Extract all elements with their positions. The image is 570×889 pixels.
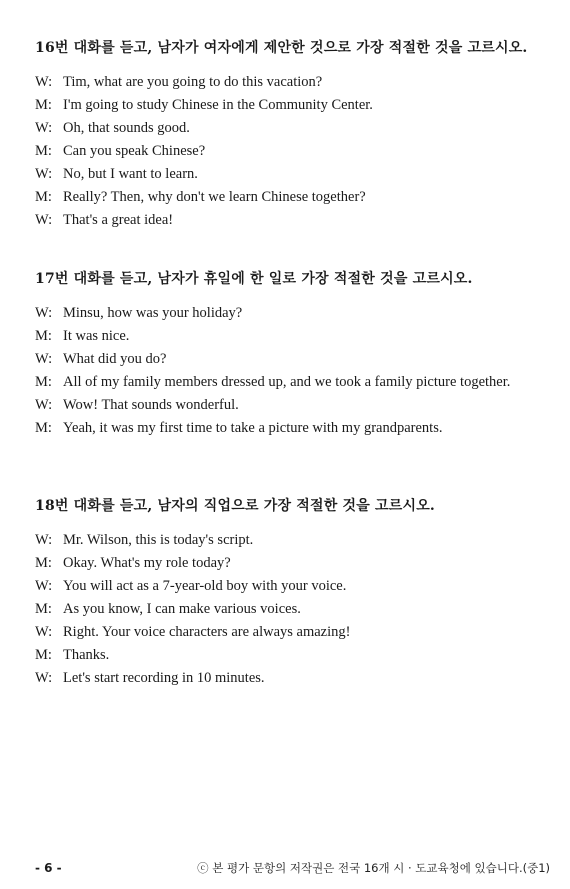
dialogue-line <box>35 667 543 690</box>
speaker-label: M: <box>35 601 52 617</box>
speaker-label: M: <box>35 647 52 663</box>
dialogue-text: Yeah, it was my first time to take a picture with my grandparents. <box>63 420 443 436</box>
dialogue-line <box>35 371 543 394</box>
speaker-label: M: <box>35 143 52 159</box>
question-18 <box>35 495 543 690</box>
dialogue-text: Can you speak Chinese? <box>63 143 206 159</box>
dialogue-line <box>35 140 543 163</box>
dialogue-line <box>35 163 543 186</box>
speaker-label: M: <box>35 555 52 571</box>
page-number: - 6 - <box>35 861 62 875</box>
dialogue-line <box>35 394 543 417</box>
dialogue-text: Tim, what are you going to do this vacation? <box>63 74 323 90</box>
question-18-title: 18번 대화를 듣고, 남자의 직업으로 가장 적절한 것을 고르시오. <box>35 498 435 514</box>
dialogue-text: It was nice. <box>63 328 130 344</box>
dialogue-line <box>35 117 543 140</box>
speaker-label: W: <box>35 351 53 367</box>
dialogue-line <box>35 644 543 667</box>
speaker-label: M: <box>35 374 52 390</box>
dialogue-text: Okay. What's my role today? <box>63 555 231 571</box>
speaker-label: M: <box>35 328 52 344</box>
dialogue-line <box>35 325 543 348</box>
dialogue-text: Let's start recording in 10 minutes. <box>63 670 265 686</box>
dialogue-text: Oh, that sounds good. <box>63 120 190 136</box>
dialogue-line <box>35 209 543 232</box>
dialogue-text: No, but I want to learn. <box>63 166 198 182</box>
dialogue-line <box>35 598 543 621</box>
speaker-label: M: <box>35 189 52 205</box>
dialogue-line <box>35 552 543 575</box>
speaker-label: W: <box>35 166 53 182</box>
page-footer <box>35 860 550 876</box>
speaker-label: W: <box>35 670 53 686</box>
speaker-label: W: <box>35 578 53 594</box>
dialogue-text: You will act as a 7-year-old boy with your voice. <box>63 578 347 594</box>
dialogue-text: That's a great idea! <box>63 212 174 228</box>
dialogue-line <box>35 71 543 94</box>
speaker-label: W: <box>35 532 53 548</box>
dialogue-line <box>35 302 543 325</box>
dialogue-line <box>35 186 543 209</box>
speaker-label: W: <box>35 305 53 321</box>
dialogue-line <box>35 575 543 598</box>
copyright-notice: ⓒ 본 평가 문항의 저작권은 전국 16개 시 · 도교육청에 있습니다.(중1) <box>197 861 550 875</box>
speaker-label: M: <box>35 420 52 436</box>
speaker-label: W: <box>35 212 53 228</box>
speaker-label: W: <box>35 74 53 90</box>
question-17 <box>35 268 543 440</box>
dialogue-line <box>35 348 543 371</box>
speaker-label: W: <box>35 397 53 413</box>
question-16-title: 16번 대화를 듣고, 남자가 여자에게 제안한 것으로 가장 적절한 것을 고르시오. <box>35 40 528 56</box>
speaker-label: W: <box>35 624 53 640</box>
dialogue-line <box>35 417 543 440</box>
dialogue-text: I'm going to study Chinese in the Community Center. <box>63 97 373 113</box>
dialogue-text: Really? Then, why don't we learn Chinese together? <box>63 189 366 205</box>
dialogue-text: What did you do? <box>63 351 167 367</box>
dialogue-line <box>35 94 543 117</box>
dialogue-text: Mr. Wilson, this is today's script. <box>63 532 254 548</box>
dialogue-text: Wow! That sounds wonderful. <box>63 397 239 413</box>
dialogue-line <box>35 529 543 552</box>
dialogue-text: As you know, I can make various voices. <box>63 601 301 617</box>
speaker-label: W: <box>35 120 53 136</box>
dialogue-line <box>35 621 543 644</box>
dialogue-text: Right. Your voice characters are always amazing! <box>63 624 351 640</box>
question-17-title: 17번 대화를 듣고, 남자가 휴일에 한 일로 가장 적절한 것을 고르시오. <box>35 271 473 287</box>
dialogue-text: Thanks. <box>63 647 110 663</box>
question-16 <box>35 37 543 232</box>
dialogue-text: Minsu, how was your holiday? <box>63 305 243 321</box>
speaker-label: M: <box>35 97 52 113</box>
dialogue-text: All of my family members dressed up, and we took a family picture together. <box>63 374 511 390</box>
